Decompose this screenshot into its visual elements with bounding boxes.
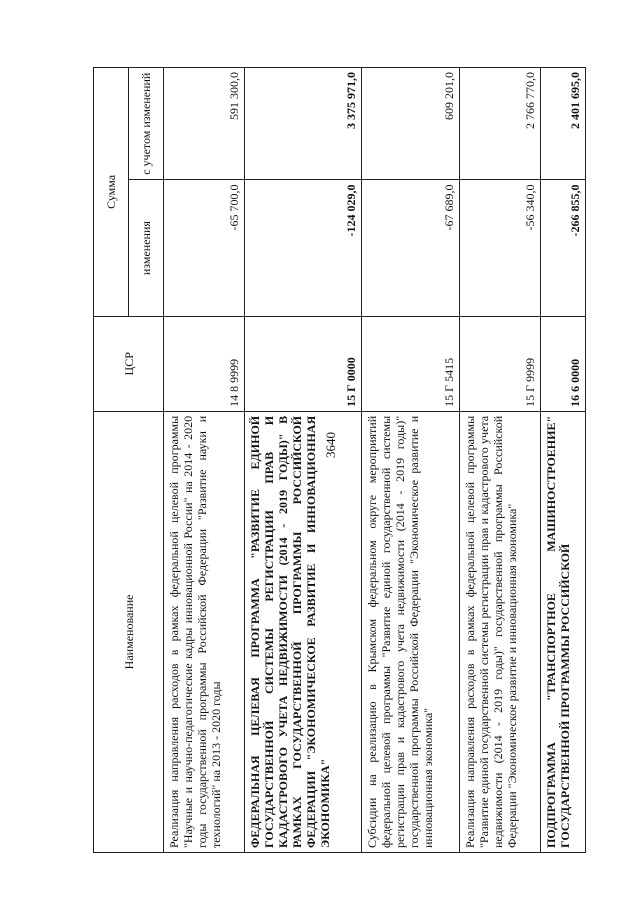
row-total: 2 766 770,0 [460,68,541,180]
row-total: 609 201,0 [361,68,460,180]
row-csr: 15 Г 5415 [361,316,460,411]
budget-table-container [93,67,586,853]
row-change: -124 029,0 [244,180,361,316]
row-change: -266 855,0 [541,180,586,316]
table-row [244,68,361,853]
row-change: -56 340,0 [460,180,541,316]
row-name: ФЕДЕРАЛЬНАЯ ЦЕЛЕВАЯ ПРОГРАММА "РАЗВИТИЕ ЕДИНОЙ ГОСУДАРСТВЕННОЙ СИСТЕМЫ РЕГИСТРАЦИИ ПРАВ И КАДАСТРОВОГО УЧЕТА НЕДВИЖИМОСТИ (2014 - 2019 ГОДЫ)" В РАМКАХ ГОСУДАРСТВЕННОЙ ПРОГРАММЫ РОССИЙСКОЙ ФЕДЕРАЦИИ "ЭКОНОМИЧЕСКОЕ РАЗВИТИЕ И ИННОВАЦИОННАЯ ЭКОНОМИКА" [244,411,361,852]
row-csr: 15 Г 0000 [244,316,361,411]
table-row [541,68,586,853]
row-csr: 14 8 9999 [164,316,245,411]
row-total: 591 300,0 [164,68,245,180]
header-csr: ЦСР [94,316,164,411]
row-name: Реализация направления расходов в рамках федеральной целевой программы "Развитие единой государственной системы регистрации прав и кадастрового учета недвижимости (2014 - 2019 годы)" государственной программы Российской Федерации "Экономическое развитие и инновационная экономика" [460,411,541,852]
row-csr: 16 6 0000 [541,316,586,411]
row-name: Субсидии на реализацию в Крымском федеральном округе мероприятий федеральной целевой программы "Развитие единой государственной системы регистрации прав и кадастрового учета недвижимости (2014 - 2019 годы)" государственной программы Российской Федерации "Экономическое развитие и инновационная экономика" [361,411,460,852]
header-with-change: с учетом изменений [129,68,164,180]
row-name: ПОДПРОГРАММА "ТРАНСПОРТНОЕ МАШИНОСТРОЕНИЕ" ГОСУДАРСТВЕННОЙ ПРОГРАММЫ РОССИЙСКОЙ [541,411,586,852]
table-row [460,68,541,853]
row-change: -67 689,0 [361,180,460,316]
row-name: Реализация направления расходов в рамках федеральной целевой программы "Научные и научно-педагогические кадры инновационной России" на 2014 - 2020 годы государственной программы Российской Федерации "Развитие науки и технологий" на 2013 - 2020 годы [164,411,245,852]
table-row [361,68,460,853]
header-change: изменения [129,180,164,316]
row-change: -65 700,0 [164,180,245,316]
header-name: Наименование [94,411,164,852]
row-csr: 15 Г 9999 [460,316,541,411]
row-total: 3 375 971,0 [244,68,361,180]
row-total: 2 401 695,0 [541,68,586,180]
table-row [164,68,245,853]
header-sum: Сумма [94,68,129,317]
page-number: 3640 [323,432,338,458]
budget-table [93,67,586,853]
